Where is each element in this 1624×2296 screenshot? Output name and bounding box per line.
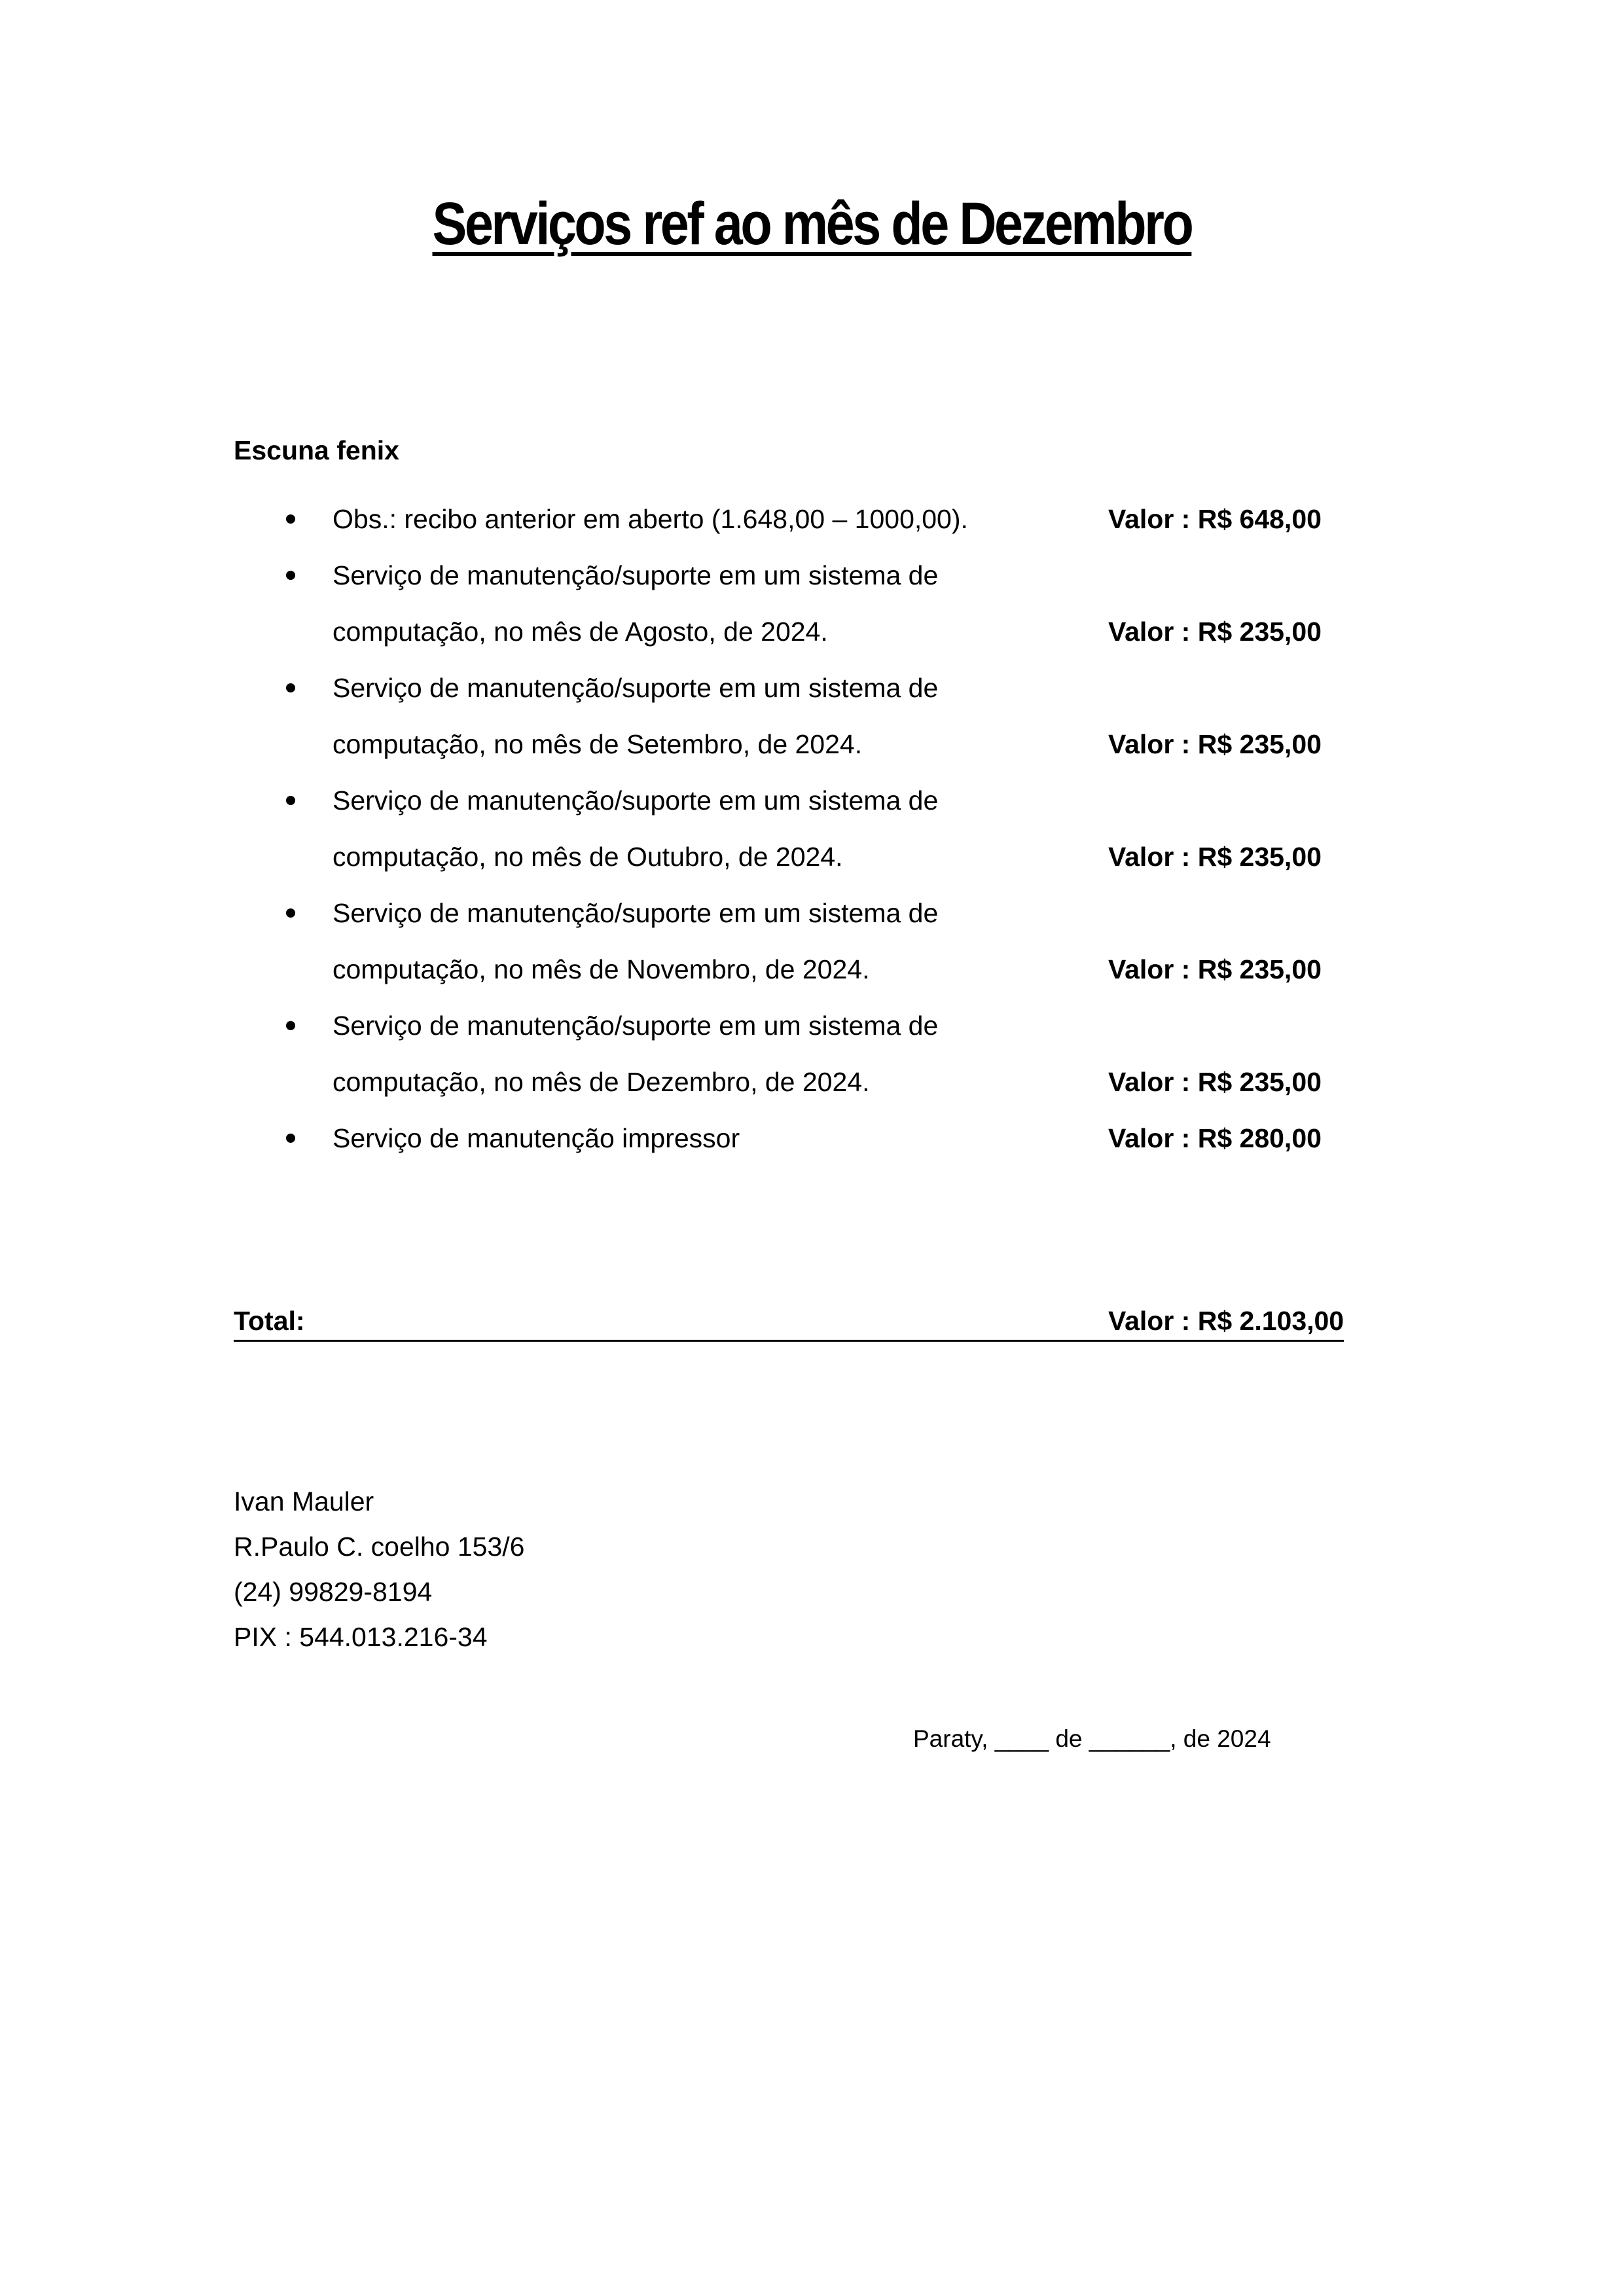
service-item-line — [234, 997, 1346, 1054]
service-item-value: Valor : R$ 235,00 — [1108, 729, 1322, 759]
total-underline — [234, 1340, 1344, 1342]
total-value: Valor : R$ 2.103,00 — [1108, 1306, 1344, 1336]
service-list — [234, 491, 1346, 1166]
service-item-line — [234, 772, 1346, 829]
service-item — [234, 1110, 1346, 1166]
contact-block — [234, 1479, 524, 1660]
service-item-line — [234, 1110, 1346, 1166]
bullet-icon — [286, 683, 295, 692]
contact-address: R.Paulo C. coelho 153/6 — [234, 1532, 525, 1562]
total-label: Total: — [234, 1306, 305, 1336]
total-row — [234, 1306, 1346, 1345]
service-item-line — [234, 1054, 1346, 1110]
service-item-value: Valor : R$ 235,00 — [1108, 954, 1322, 984]
service-item-text: Serviço de manutenção/suporte em um sistema de — [333, 673, 939, 703]
contact-name: Ivan Mauler — [234, 1486, 374, 1516]
service-item-text: computação, no mês de Novembro, de 2024. — [333, 954, 870, 984]
place-date: Paraty, ____ de ______, de 2024 — [913, 1725, 1271, 1752]
service-item-text: computação, no mês de Agosto, de 2024. — [333, 617, 828, 647]
service-item-line — [234, 491, 1346, 547]
service-item-text: computação, no mês de Setembro, de 2024. — [333, 729, 863, 759]
service-item-text: Serviço de manutenção/suporte em um sistema de — [333, 898, 939, 928]
service-item-line — [234, 603, 1346, 660]
service-item-line — [234, 547, 1346, 603]
service-item-value: Valor : R$ 280,00 — [1108, 1123, 1322, 1153]
service-item-line — [234, 941, 1346, 997]
service-item — [234, 772, 1346, 885]
bullet-icon — [286, 1134, 295, 1143]
document-title — [114, 190, 1511, 259]
service-item — [234, 997, 1346, 1110]
service-item-text: computação, no mês de Outubro, de 2024. — [333, 842, 843, 872]
service-item-line — [234, 885, 1346, 941]
service-item — [234, 885, 1346, 997]
document-title-text: Serviços ref ao mês de Dezembro — [432, 190, 1192, 257]
bullet-icon — [286, 514, 295, 524]
bullet-icon — [286, 908, 295, 918]
service-item-text: Serviço de manutenção/suporte em um sistema de — [333, 560, 939, 590]
service-item — [234, 660, 1346, 772]
client-name: Escuna fenix — [234, 435, 399, 465]
service-item — [234, 547, 1346, 660]
bullet-icon — [286, 571, 295, 580]
service-item-text: Serviço de manutenção impressor — [333, 1123, 740, 1153]
service-item-text: Obs.: recibo anterior em aberto (1.648,00 – 1000,00). — [333, 504, 968, 534]
service-item-text: Serviço de manutenção/suporte em um sistema de — [333, 1011, 939, 1041]
contact-phone: (24) 99829-8194 — [234, 1577, 433, 1607]
service-item-value: Valor : R$ 235,00 — [1108, 617, 1322, 647]
service-item-line — [234, 716, 1346, 772]
bullet-icon — [286, 796, 295, 805]
service-item-line — [234, 829, 1346, 885]
service-item-text: Serviço de manutenção/suporte em um sistema de — [333, 785, 939, 816]
bullet-icon — [286, 1021, 295, 1030]
service-item-value: Valor : R$ 648,00 — [1108, 504, 1322, 534]
service-item-line — [234, 660, 1346, 716]
service-item-value: Valor : R$ 235,00 — [1108, 1067, 1322, 1097]
contact-pix: PIX : 544.013.216-34 — [234, 1622, 488, 1652]
service-item-value: Valor : R$ 235,00 — [1108, 842, 1322, 872]
service-item — [234, 491, 1346, 547]
service-item-text: computação, no mês de Dezembro, de 2024. — [333, 1067, 870, 1097]
